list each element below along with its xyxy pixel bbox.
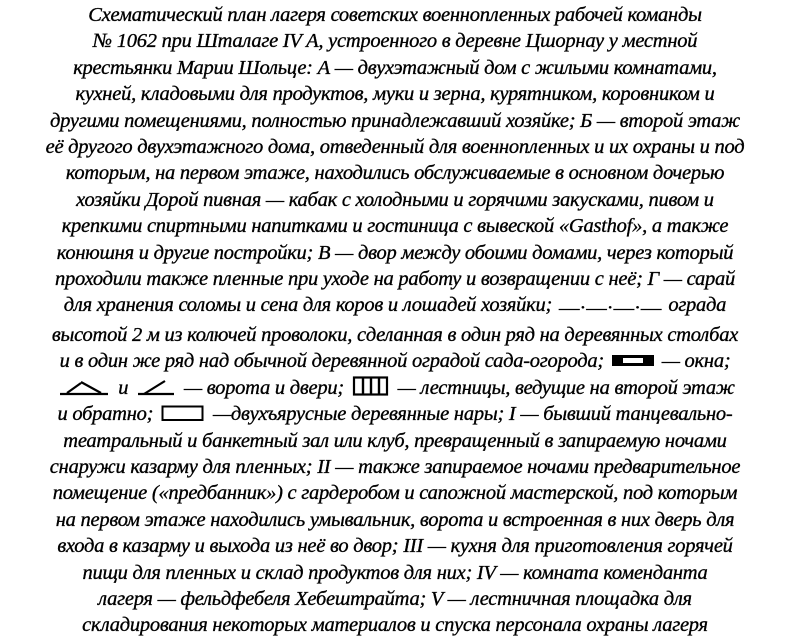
text-line <box>0 55 790 81</box>
text-line <box>0 108 790 134</box>
fence-line-symbol: —·—·—·— <box>558 297 662 320</box>
text-line <box>0 560 790 586</box>
text-segment: высотой 2 м из колючей проволоки, сделанная в один ряд на деревянных столбах <box>51 323 739 346</box>
text-segment: крестьянки Марии Шольце: А — двухэтажный дом с жилыми комнатами, <box>73 56 717 79</box>
text-line <box>0 81 790 107</box>
text-line <box>0 612 790 638</box>
text-line <box>0 266 790 292</box>
text-line <box>0 348 790 374</box>
text-line <box>0 480 790 506</box>
text-line <box>0 428 790 454</box>
text-line <box>0 28 790 54</box>
text-segment: крепкими спиртными напитками и гостиница с вывеской «Gasthof», а также <box>61 215 729 238</box>
text-segment: театральный и банкетный зал или клуб, превращенный в запираемую ночами <box>63 429 727 452</box>
door-symbol <box>136 375 176 397</box>
text-segment: и <box>113 376 134 399</box>
text-segment: хозяйки Дорой пивная — кабак с холодными и горячими закусками, пивом и <box>76 188 714 211</box>
caption-text-block <box>0 2 790 639</box>
text-segment: которым, на первом этаже, находились обслуживаемые в основном дочерью <box>65 162 725 185</box>
text-segment: —двухъярусные деревянные нары; I — бывший танцевально- <box>208 403 733 426</box>
text-line <box>0 375 790 401</box>
text-segment: на первом этаже находились умывальник, ворота и встроенная в них дверь для <box>55 508 735 531</box>
text-segment: — лестницы, ведущие на второй этаж <box>392 376 735 399</box>
text-segment: Схематический план лагеря советских военнопленных рабочей команды <box>88 4 702 26</box>
text-line <box>0 454 790 480</box>
text-line <box>0 2 790 28</box>
ladder-symbol <box>352 375 390 397</box>
text-line <box>0 507 790 533</box>
text-segment: конюшня и другие постройки; В — двор между обоими домами, через который <box>56 241 734 264</box>
text-line <box>0 187 790 213</box>
text-segment: снаружи казарму для пленных; II — также запираемое ночами предварительное <box>49 455 741 478</box>
text-segment: и обратно; <box>57 403 159 426</box>
text-segment: — ворота и двери; <box>179 376 349 399</box>
text-segment: складирования некоторых материалов и спуска персонала охраны лагеря <box>82 614 708 637</box>
text-segment: ограда <box>663 294 727 317</box>
text-segment: — окна; <box>656 350 731 373</box>
text-segment: помещение («предбанник») с гардеробом и сапожной мастерской, под которым <box>52 482 738 505</box>
text-line <box>0 533 790 559</box>
text-segment: другими помещениями, полностью принадлежавший хозяйке; Б — второй этаж <box>50 109 740 132</box>
text-segment: пищи для пленных и склад продуктов для них; IV — комната коменданта <box>82 561 708 584</box>
text-segment: лагеря — фельдфебеля Хебештрайта; V — лестничная площадка для <box>98 587 692 610</box>
text-line <box>0 401 790 427</box>
bunk-symbol <box>161 404 205 423</box>
text-line <box>0 292 790 321</box>
text-line <box>0 160 790 186</box>
text-segment: проходили также пленные при уходе на работу и возвращении с неё; Г — сарай <box>55 268 735 291</box>
text-line <box>0 213 790 239</box>
gate-symbol <box>58 375 110 397</box>
text-segment: её другого двухэтажного дома, отведенный для военнопленных и их охраны и под <box>45 136 745 159</box>
text-segment: для хранения соломы и сена для коров и лошадей хозяйки; <box>63 294 557 317</box>
text-line <box>0 134 790 160</box>
text-segment: кухней, кладовыми для продуктов, муки и зерна, курятником, коровником и <box>75 83 715 106</box>
text-segment: и в один же ряд над обычной деревянной оградой сада-огорода; <box>59 350 609 373</box>
text-line <box>0 586 790 612</box>
text-segment: № 1062 при Шталаге IV А, устроенного в деревне Цшорнау у местной <box>92 30 698 53</box>
text-line <box>0 240 790 266</box>
text-line <box>0 322 790 348</box>
window-symbol <box>612 355 654 366</box>
text-segment: входа в казарму и выхода из неё во двор; III — кухня для приготовления горячей <box>57 535 733 558</box>
